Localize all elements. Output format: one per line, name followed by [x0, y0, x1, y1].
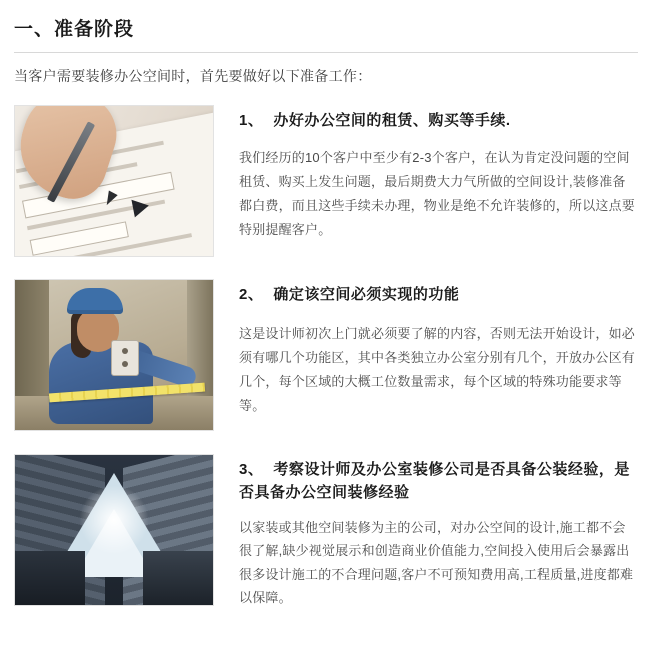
section-body	[239, 454, 638, 623]
section-item	[14, 279, 638, 431]
title-divider	[14, 52, 638, 53]
section-title	[239, 283, 638, 306]
section-title-text: 考察设计师及办公室装修公司是否具备公装经验，是否具备办公空间装修经验	[239, 460, 630, 501]
section-body	[239, 279, 638, 431]
wall-outlet-shape	[111, 340, 139, 376]
section-title-text: 办好办公空间的租赁、购买等手续.	[273, 112, 511, 130]
page-title: 一、准备阶段	[14, 19, 135, 40]
section-title	[239, 458, 638, 505]
section-item	[14, 454, 638, 623]
section-text: 我们经历的10个客户中至少有2-3个客户，在认为肯定没问题的空间租赁、购买上发生问题，最后期费大力气所做的空间设计,装修准备都白费，而且这些手续未办理，物业是绝不允许装修的，所以这点要特别提醒客户。	[239, 150, 636, 238]
woman-measuring-wall-photo	[14, 279, 214, 431]
sections-list	[14, 105, 638, 623]
person-cap-shape	[67, 288, 123, 314]
section-number: 2、	[239, 286, 264, 304]
glass-skyscrapers-photo	[14, 454, 214, 606]
section-item	[14, 105, 638, 257]
section-number: 1、	[239, 112, 264, 130]
pointer-arrow-icon	[131, 197, 150, 218]
section-text: 这是设计师初次上门就必须要了解的内容，否则无法开始设计，如必须有哪几个功能区，其中各类独立办公室分别有几个，开放办公区有几个，每个区域的大概工位数量需求，每个区域的特殊功能要求等等。	[239, 326, 636, 414]
section-body	[239, 105, 638, 255]
section-title	[239, 109, 638, 132]
hand-signing-form-photo	[14, 105, 214, 257]
intro-paragraph: 当客户需要装修办公空间时，首先要做好以下准备工作：	[14, 67, 372, 84]
section-text: 以家装或其他空间装修为主的公司，对办公空间的设计,施工都不会很了解,缺少视觉展示和创造商业价值能力,空间投入使用后会暴露出很多设计施工的不合理问题,客户不可预知费用高,工程质量,进度都难以保障。	[239, 520, 634, 606]
section-title-text: 确定该空间必须实现的功能	[273, 286, 460, 304]
section-number: 3、	[239, 460, 264, 478]
